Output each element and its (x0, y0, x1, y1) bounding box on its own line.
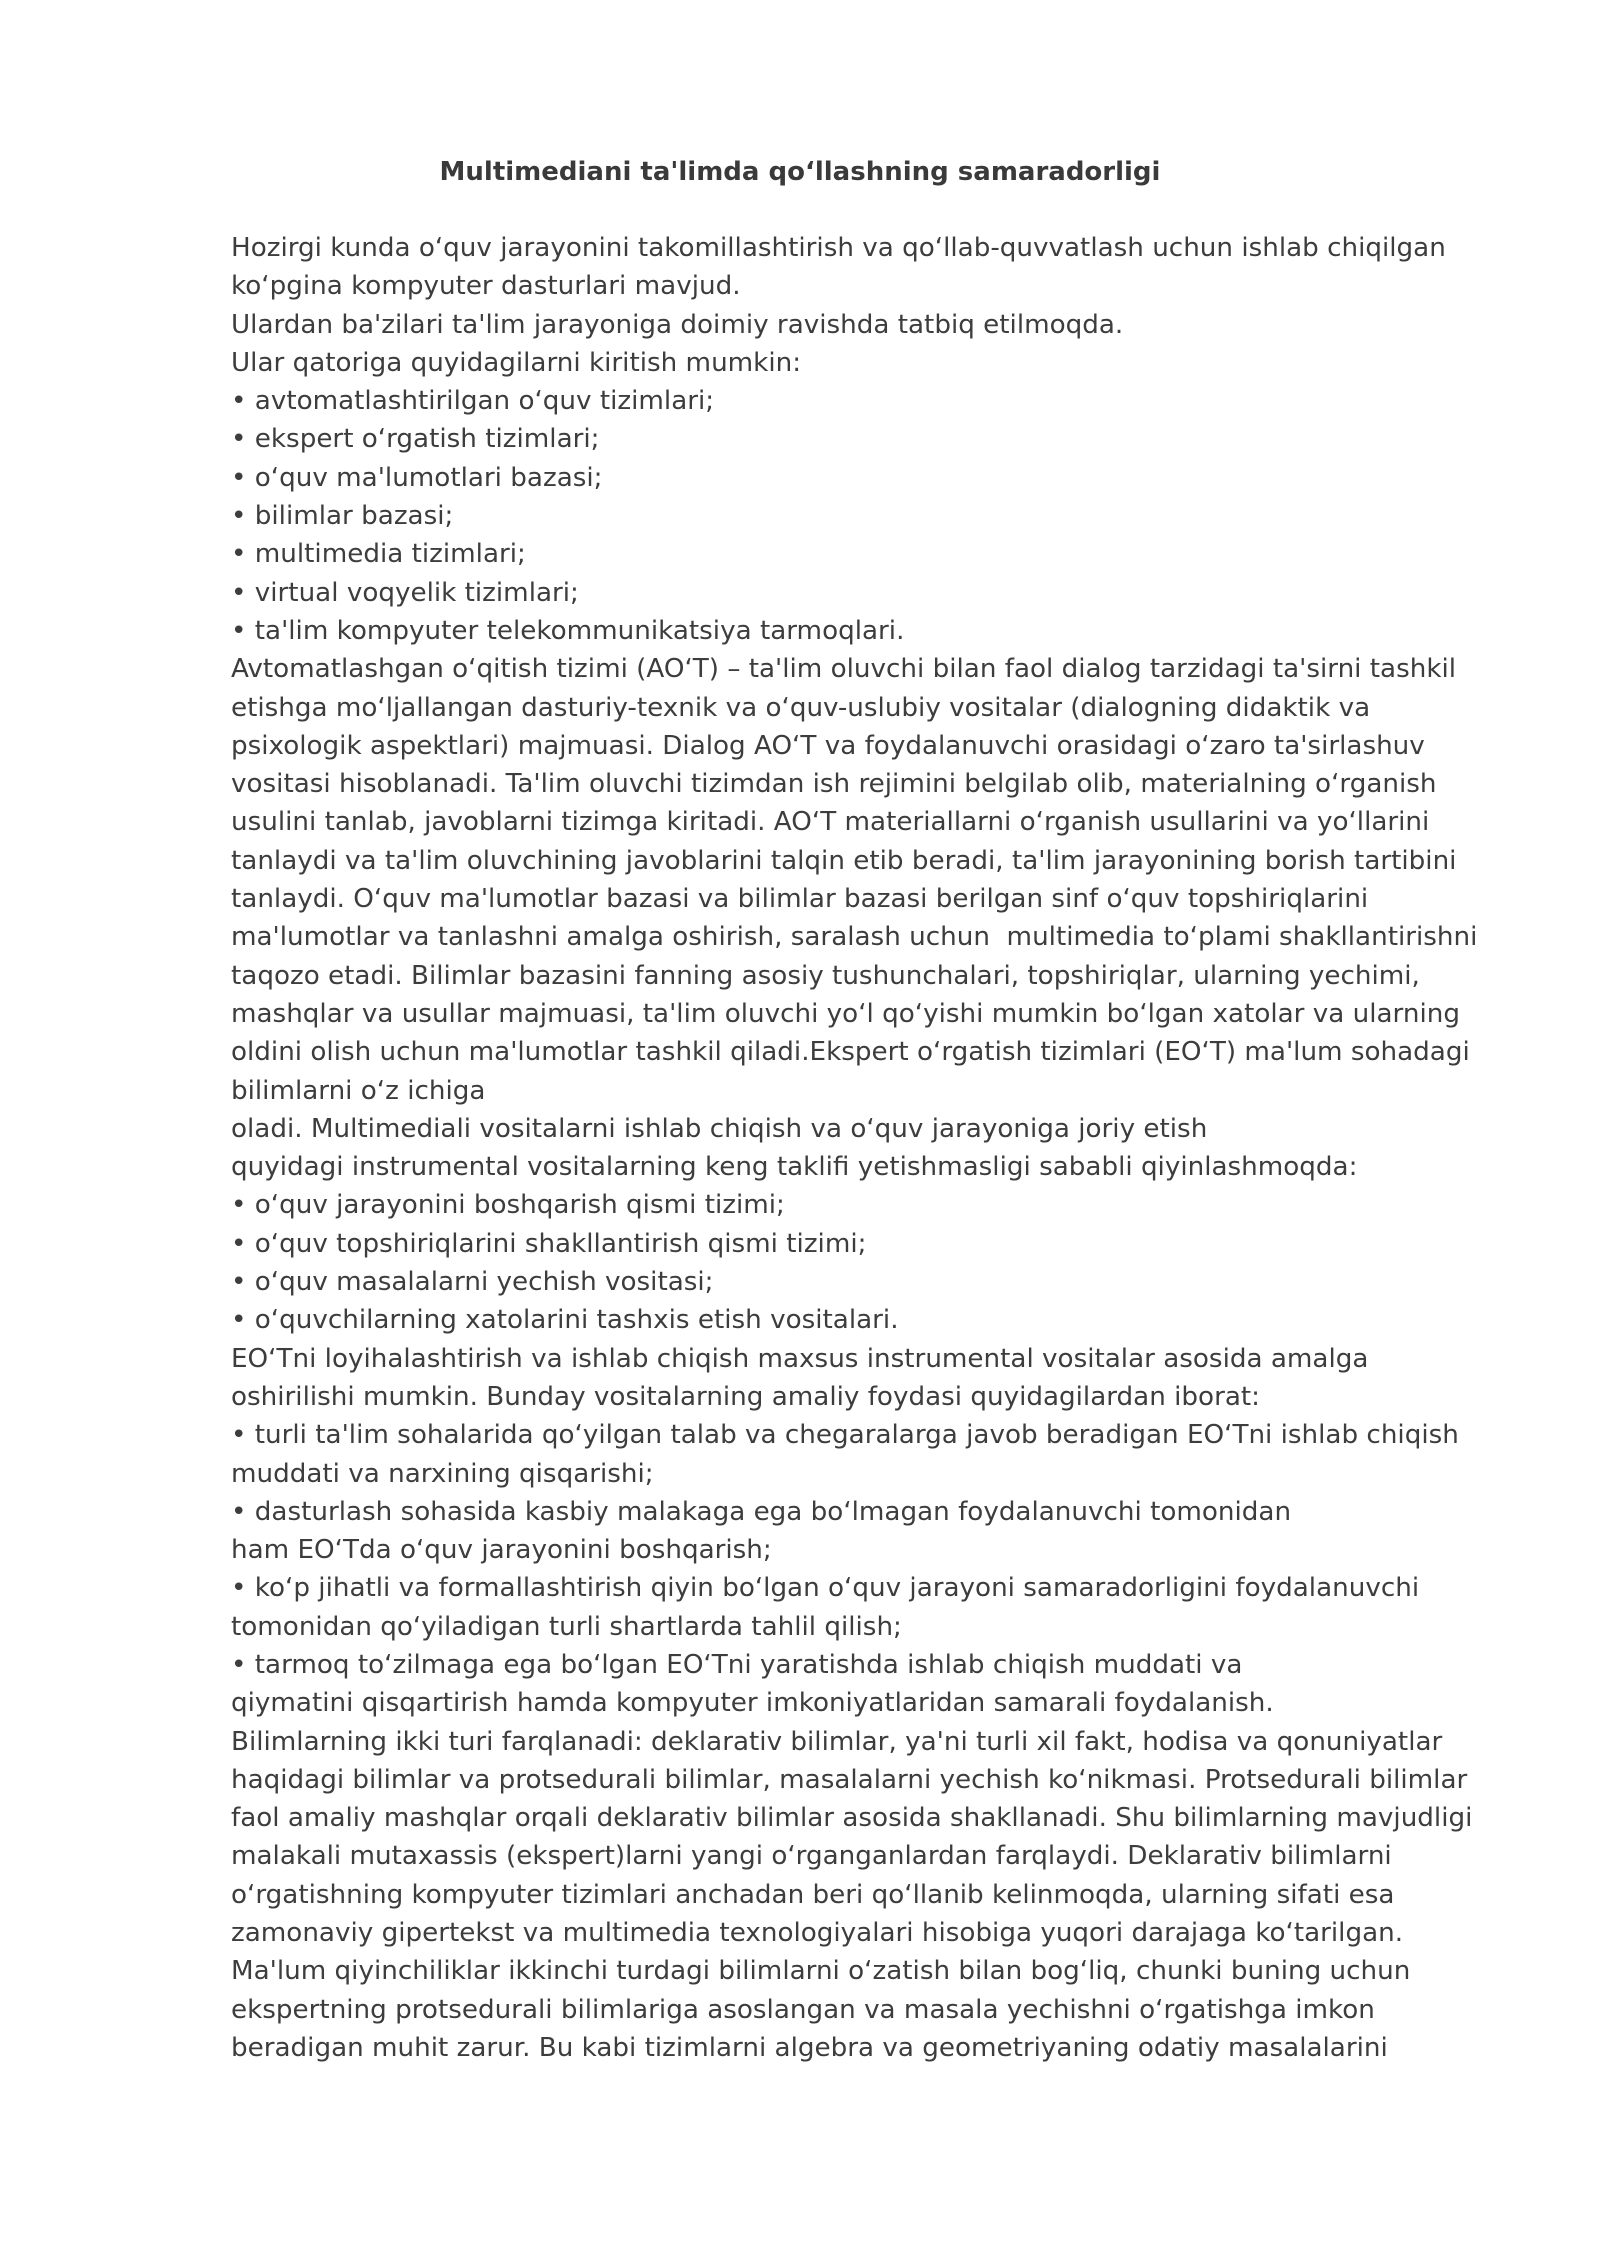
text-line: • bilimlar bazasi; (231, 501, 454, 532)
text-line: tanlaydi. O‘quv ma'lumotlar bazasi va bilimlar bazasi berilgan sinf o‘quv topshiriqlarini (231, 884, 1369, 915)
text-line: • o‘quvchilarning xatolarini tashxis etish vositalari. (231, 1305, 899, 1336)
text-line: bilimlarni o‘z ichiga (231, 1075, 486, 1106)
text-line: Avtomatlashgan o‘qitish tizimi (AO‘T) – ta'lim oluvchi bilan faol dialog tarzidagi ta'sirni tashkil (231, 654, 1457, 685)
text-line: • virtual voqyelik tizimlari; (231, 577, 579, 608)
text-line: • tarmoq to‘zilmaga ega bo‘lgan EO‘Tni yaratishda ishlab chiqish muddati va (231, 1649, 1243, 1680)
text-line: Ulardan ba'zilari ta'lim jarayoniga doimiy ravishda tatbiq etilmoqda. (231, 309, 1124, 340)
text-line: vositasi hisoblanadi. Ta'lim oluvchi tizimdan ish rejimini belgilab olib, materialning o‘rganish (231, 769, 1437, 800)
text-line: Ma'lum qiyinchiliklar ikkinchi turdagi bilimlarni o‘zatish bilan bog‘liq, chunki buning uchun (231, 1956, 1411, 1987)
document-title: Multimediani ta'limda qo‘llashning samaradorligi (439, 157, 1161, 187)
text-line: quyidagi instrumental vositalarning keng taklifi yetishmasligi sababli qiyinlashmoqda: (231, 1152, 1358, 1183)
text-line: ham EO‘Tda o‘quv jarayonini boshqarish; (231, 1535, 772, 1566)
text-line: Hozirgi kunda o‘quv jarayonini takomillashtirish va qo‘llab-quvvatlash uchun ishlab chiqilgan (231, 233, 1446, 263)
text-line: haqidagi bilimlar va protsedurali bilimlar, masalalarni yechish ko‘nikmasi. Protsedurali bilimlar (231, 1764, 1468, 1795)
text-line: • avtomatlashtirilgan o‘quv tizimlari; (231, 386, 715, 417)
text-line: • ta'lim kompyuter telekommunikatsiya tarmoqlari. (231, 615, 905, 646)
text-line: psixologik aspektlari) majmuasi. Dialog AO‘T va foydalanuvchi orasidagi o‘zaro ta'sirlashuv (231, 730, 1425, 761)
text-line: taqozo etadi. Bilimlar bazasini fanning asosiy tushunchalari, topshiriqlar, ularning yechimi, (231, 960, 1420, 991)
text-line: ekspertning protsedurali bilimlariga asoslangan va masala yechishni o‘rgatishga imkon (231, 1994, 1375, 2025)
text-line: tomonidan qo‘yiladigan turli shartlarda tahlil qilish; (231, 1611, 902, 1642)
text-line: usulini tanlab, javoblarni tizimga kiritadi. AO‘T materiallarni o‘rganish usullarini va yo‘llarini (231, 807, 1430, 838)
text-line: etishga mo‘ljallangan dasturiy-texnik va o‘quv-uslubiy vositalar (dialogning didaktik va (231, 692, 1371, 723)
text-line: • ekspert o‘rgatish tizimlari; (231, 424, 600, 455)
text-line: • o‘quv masalalarni yechish vositasi; (231, 1267, 714, 1298)
text-line: tanlaydi va ta'lim oluvchining javoblarini talqin etib beradi, ta'lim jarayonining borish tartibini (231, 845, 1457, 876)
text-line: faol amaliy mashqlar orqali deklarativ bilimlar asosida shakllanadi. Shu bilimlarning mavjudligi (231, 1803, 1473, 1834)
text-line: Bilimlarning ikki turi farqlanadi: deklarativ bilimlar, ya'ni turli xil fakt, hodisa va qonuniyatlar (231, 1726, 1443, 1757)
text-line: • ko‘p jihatli va formallashtirish qiyin bo‘lgan o‘quv jarayoni samaradorligini foydalanuvchi (231, 1573, 1420, 1604)
text-line: qiymatini qisqartirish hamda kompyuter imkoniyatlaridan samarali foydalanish. (231, 1688, 1274, 1719)
text-line: • o‘quv ma'lumotlari bazasi; (231, 462, 603, 493)
text-line: • o‘quv jarayonini boshqarish qismi tizimi; (231, 1190, 785, 1221)
text-line: • turli ta'lim sohalarida qo‘yilgan talab va chegaralarga javob beradigan EO‘Tni ishlab chiqish (231, 1420, 1459, 1451)
text-line: ma'lumotlar va tanlashni amalga oshirish, saralash uchun multimedia to‘plami shakllantirishni (231, 922, 1478, 953)
text-line: beradigan muhit zarur. Bu kabi tizimlarni algebra va geometriyaning odatiy masalalarini (231, 2032, 1388, 2063)
text-line: EO‘Tni loyihalashtirish va ishlab chiqish maxsus instrumental vositalar asosida amalga (231, 1343, 1369, 1374)
text-line: muddati va narxining qisqarishi; (231, 1458, 654, 1489)
document-body (231, 229, 1561, 2067)
text-line: Ular qatoriga quyidagilarni kiritish mumkin: (231, 347, 802, 378)
text-line: oshirilishi mumkin. Bunday vositalarning amaliy foydasi quyidagilardan iborat: (231, 1381, 1260, 1412)
text-line: mashqlar va usullar majmuasi, ta'lim oluvchi yo‘l qo‘yishi mumkin bo‘lgan xatolar va ularning (231, 998, 1460, 1029)
text-line: malakali mutaxassis (ekspert)larni yangi o‘rganganlardan farqlaydi. Deklarativ bilimlarni (231, 1841, 1392, 1872)
text-line: oladi. Multimediali vositalarni ishlab chiqish va o‘quv jarayoniga joriy etish (231, 1113, 1208, 1144)
text-line: o‘rgatishning kompyuter tizimlari anchadan beri qo‘llanib kelinmoqda, ularning sifati esa (231, 1879, 1395, 1910)
text-line: • o‘quv topshiriqlarini shakllantirish qismi tizimi; (231, 1228, 867, 1259)
text-line: oldini olish uchun ma'lumotlar tashkil qiladi.Ekspert o‘rgatish tizimlari (EO‘T) ma'lum sohadagi (231, 1037, 1470, 1068)
text-line: zamonaviy gipertekst va multimedia texnologiyalari hisobiga yuqori darajaga ko‘tarilgan. (231, 1918, 1404, 1949)
text-line: • multimedia tizimlari; (231, 539, 526, 570)
text-line: • dasturlash sohasida kasbiy malakaga ega bo‘lmagan foydalanuvchi tomonidan (231, 1496, 1292, 1527)
text-line: ko‘pgina kompyuter dasturlari mavjud. (231, 271, 741, 302)
